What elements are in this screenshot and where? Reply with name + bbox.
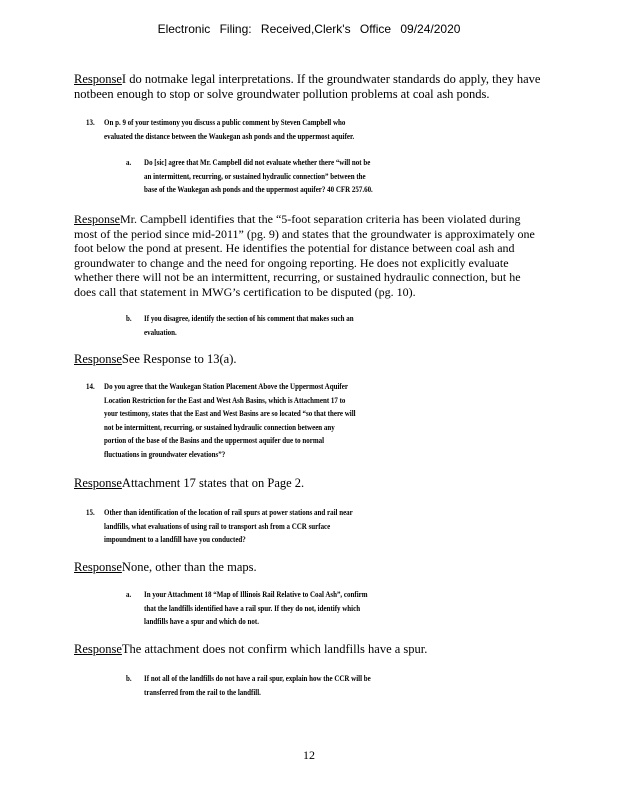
question-14-line-5: portion of the base of the Basins and the uppermost aquifer due to normal bbox=[104, 435, 325, 445]
question-14-line-2: Location Restriction for the East and West Ash Basins, which is Attachment 17 to bbox=[104, 394, 346, 405]
question-15-line-1: Other than identification of the location of rail spurs at power stations and rail near bbox=[104, 507, 353, 517]
response-5 bbox=[74, 560, 594, 575]
response-2-line-4: groundwater to change and the need for ongoing reporting. He does not explicitly evaluate bbox=[74, 255, 509, 270]
question-13-line-1: On p. 9 of your testimony you discuss a public comment by Steven Campbell who bbox=[104, 117, 346, 127]
question-14-number: 14. bbox=[86, 381, 95, 391]
response-label: Response bbox=[74, 560, 122, 574]
question-13b bbox=[126, 312, 479, 339]
question-15a bbox=[126, 588, 479, 629]
response-3 bbox=[74, 352, 594, 367]
response-label: Response bbox=[74, 212, 120, 226]
response-1-line-2: notbeen enough to stop or solve groundwater pollution problems at coal ash ponds. bbox=[74, 86, 490, 101]
question-15a-line-1: In your Attachment 18 “Map of Illinois Rail Relative to Coal Ash”, confirm bbox=[144, 589, 368, 599]
response-3-text: See Response to 13(a). bbox=[121, 352, 237, 366]
response-2-line-1: ResponseMr. Campbell identifies that the “5-foot separation criteria has been violated during bbox=[74, 212, 521, 226]
response-2-line-3: foot below the pond at present. He identifies the potential for distance between coal ash and bbox=[74, 241, 515, 255]
question-15a-number: a. bbox=[126, 589, 132, 599]
response-5-text: None, other than the maps. bbox=[121, 560, 257, 574]
question-14-line-4: not be intermittent, recurring, or sustained hydraulic connection between any bbox=[104, 421, 335, 432]
question-13a-line-2: an intermittent, recurring, or sustained hydraulic connection” between the bbox=[144, 170, 366, 181]
question-13a-number: a. bbox=[126, 157, 132, 167]
response-1-line-1: ResponseI do notmake legal interpretations. If the groundwater standards do apply, they have bbox=[74, 72, 541, 86]
question-14 bbox=[86, 380, 562, 461]
question-15b-number: b. bbox=[126, 673, 132, 683]
response-6-text: The attachment does not confirm which landfills have a spur. bbox=[121, 642, 428, 656]
response-label: Response bbox=[74, 352, 122, 366]
response-label: Response bbox=[74, 642, 122, 656]
question-14-line-6: fluctuations in groundwater elevations”? bbox=[104, 448, 226, 459]
question-14-line-3: your testimony, states that the East and West Basins are so located “so that there will bbox=[104, 408, 356, 418]
question-14-line-1: Do you agree that the Waukegan Station Placement Above the Uppermost Aquifer bbox=[104, 381, 348, 391]
response-6 bbox=[74, 642, 594, 657]
question-13-line-2: evaluated the distance between the Waukegan ash ponds and the uppermost aquifer. bbox=[104, 130, 355, 141]
response-2-line-6: does call that statement in MWG’s certification to be disputed (pg. 10). bbox=[74, 284, 416, 299]
page-number: 12 bbox=[303, 748, 315, 762]
question-15-number: 15. bbox=[86, 507, 95, 517]
question-13-number: 13. bbox=[86, 117, 95, 127]
question-15-line-3: impoundment to a landfill have you conducted? bbox=[104, 534, 246, 544]
response-label: Response bbox=[74, 476, 122, 490]
question-15 bbox=[86, 506, 562, 547]
response-2 bbox=[74, 212, 614, 299]
response-2-line-5: whether there will not be an intermittent, recurring, or sustained hydraulic connection, but he bbox=[74, 270, 521, 284]
response-4 bbox=[74, 476, 594, 491]
question-13b-number: b. bbox=[126, 313, 132, 323]
question-15a-line-3: landfills have a spur and which do not. bbox=[144, 616, 259, 626]
question-13a bbox=[126, 156, 479, 197]
question-13b-line-1: If you disagree, identify the section of his comment that makes such an bbox=[144, 313, 354, 323]
filing-header: Electronic Filing: Received,Clerk's Office 09/24/2020 bbox=[157, 22, 461, 36]
question-15b-line-2: transferred from the rail to the landfill. bbox=[144, 686, 261, 697]
response-label: Response bbox=[74, 72, 122, 86]
question-15-line-2: landfills, what evaluations of using rail to transport ash from a CCR surface bbox=[104, 520, 331, 531]
question-13 bbox=[86, 116, 562, 143]
question-15b-line-1: If not all of the landfills do not have a rail spur, explain how the CCR will be bbox=[144, 673, 371, 683]
question-15b bbox=[126, 672, 479, 699]
question-13a-line-3: base of the Waukegan ash ponds and the uppermost aquifer? 40 CFR 257.60. bbox=[144, 184, 373, 194]
response-1 bbox=[74, 72, 594, 101]
question-13a-line-1: Do [sic] agree that Mr. Campbell did not evaluate whether there “will not be bbox=[144, 157, 371, 167]
response-4-text: Attachment 17 states that on Page 2. bbox=[121, 476, 305, 490]
response-2-line-2: most of the period since mid-2011” (pg. 9) and states that the groundwater is approximately one bbox=[74, 226, 535, 241]
question-15a-line-2: that the landfills identified have a rail spur. If they do not, identify which bbox=[144, 602, 361, 613]
question-13b-line-2: evaluation. bbox=[144, 326, 177, 337]
